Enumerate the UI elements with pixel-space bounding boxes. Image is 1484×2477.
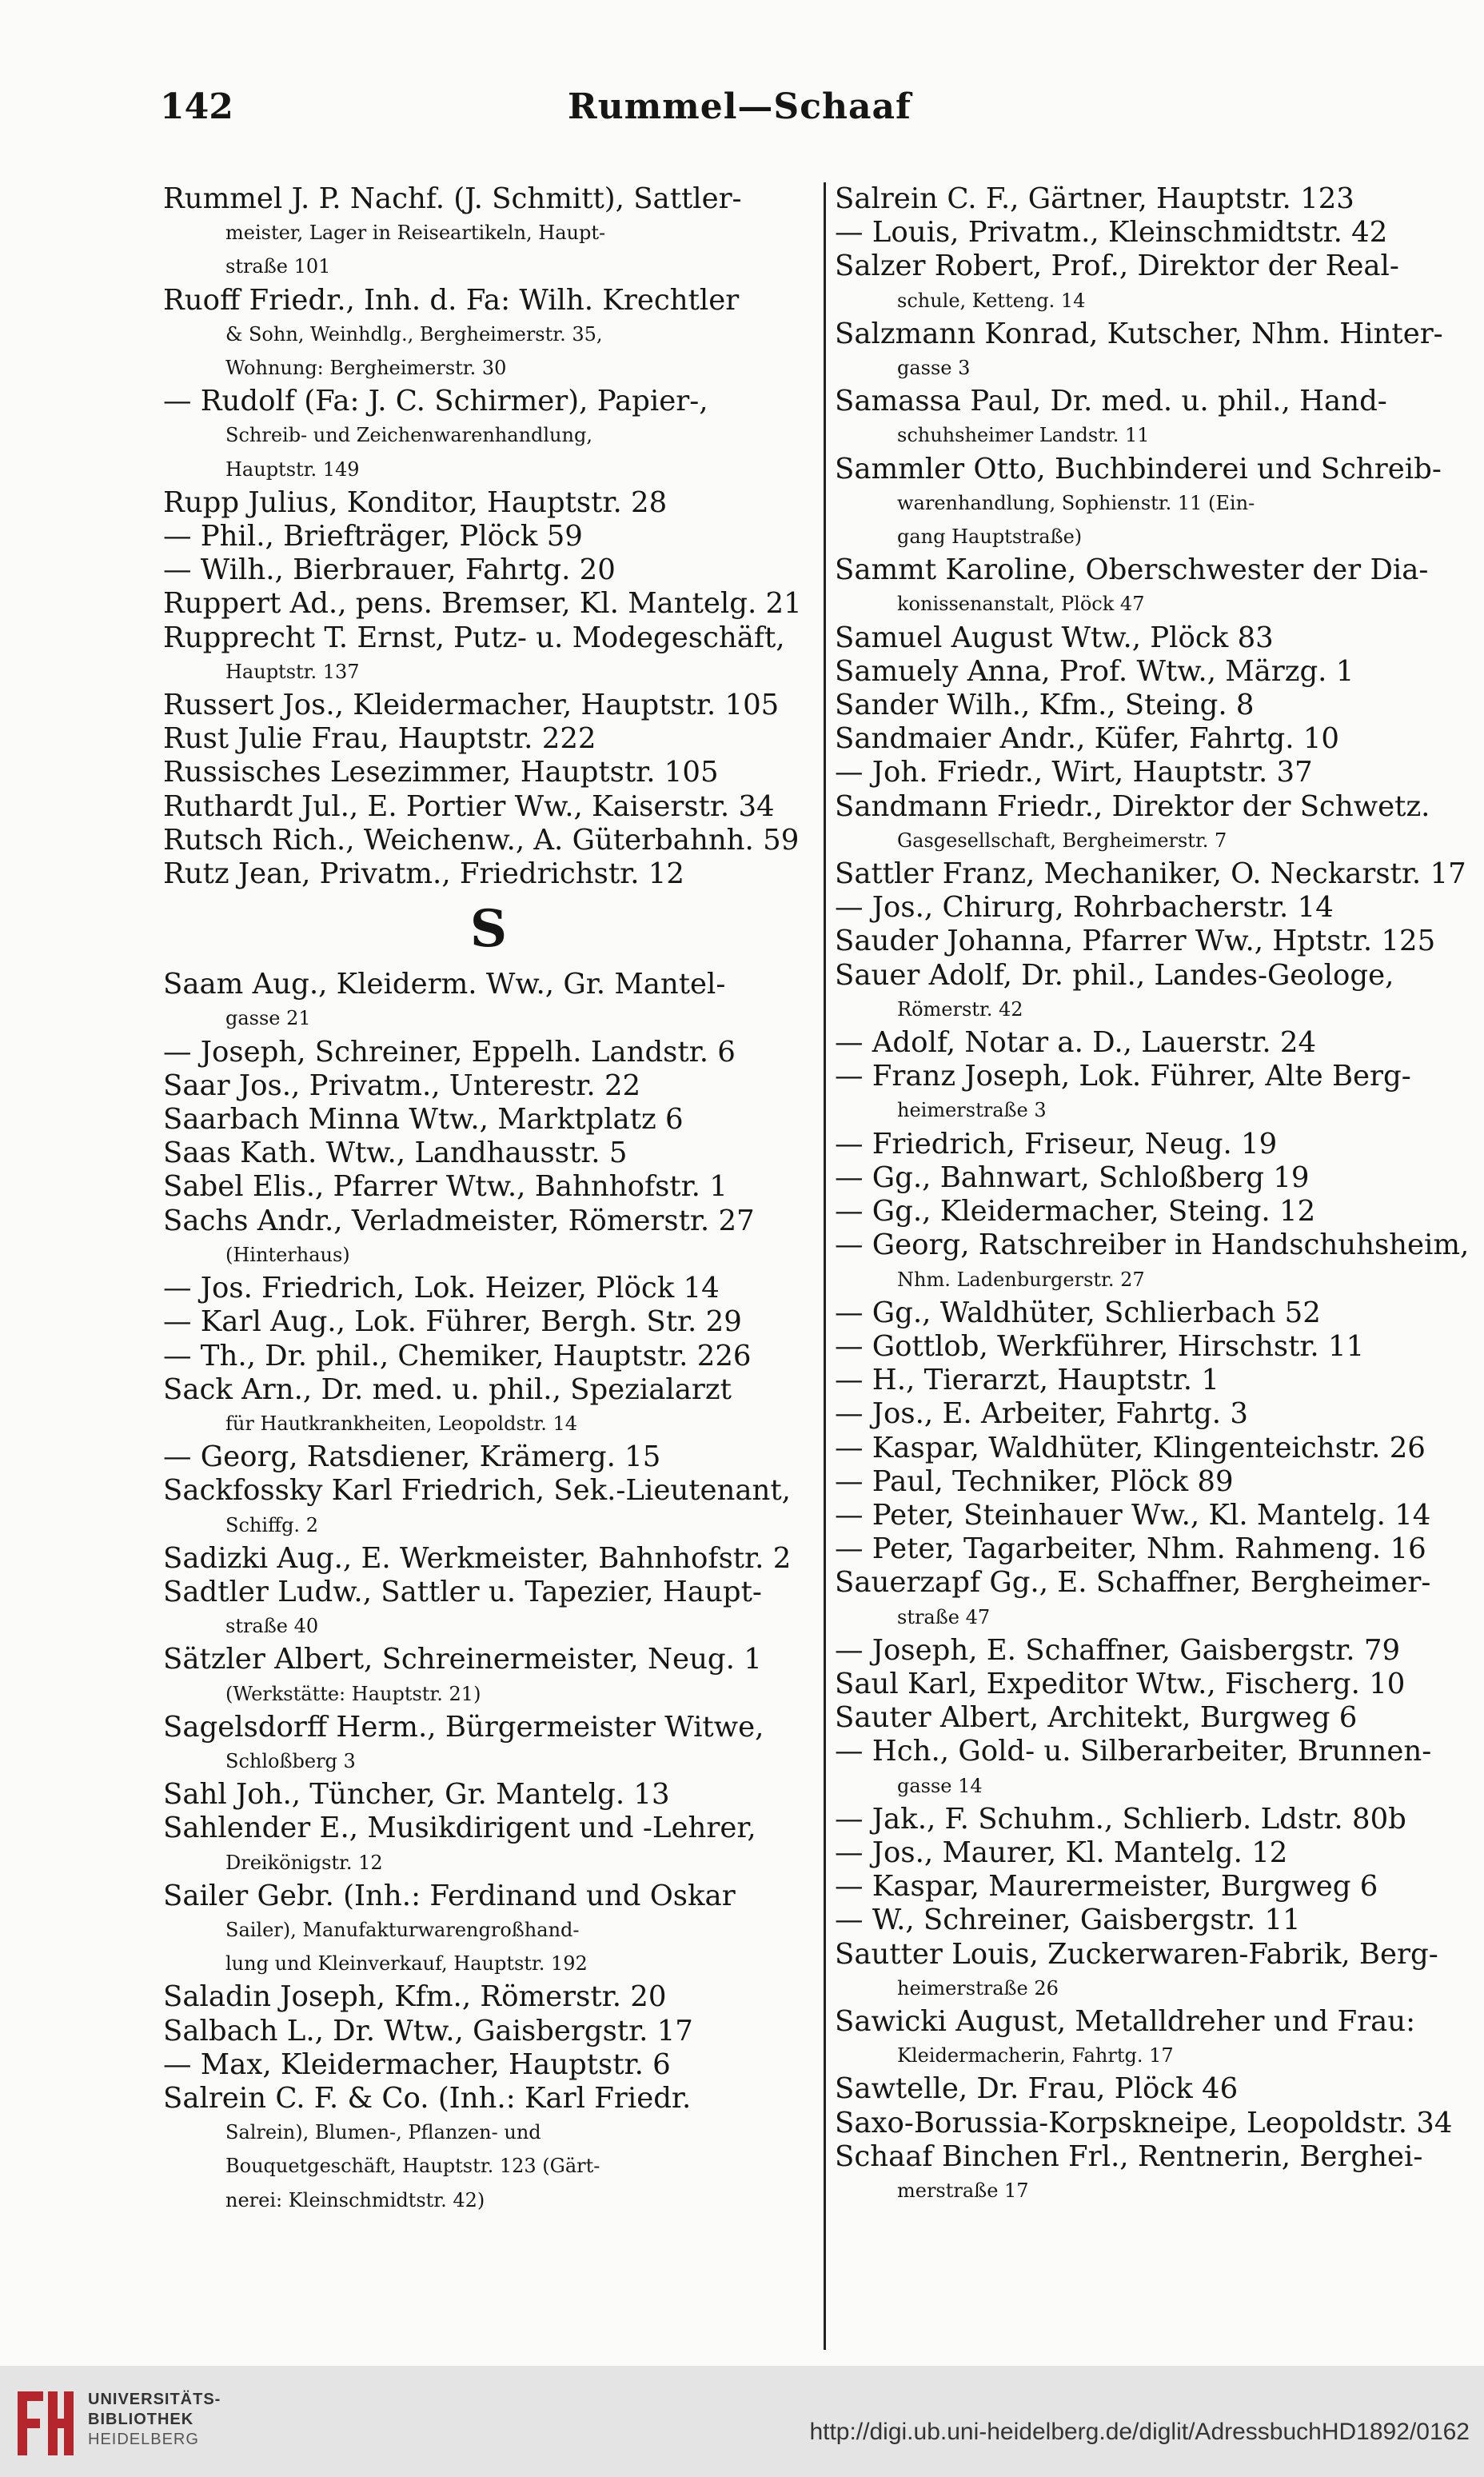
entry-continuation: gasse 21 <box>225 1007 311 1030</box>
entry-continuation: schuhsheimer Landstr. 11 <box>897 424 1150 447</box>
directory-entry: Sandmaier Andr., Küfer, Fahrtg. 10 <box>835 722 1340 756</box>
entry-continuation: meister, Lager in Reiseartikeln, Haupt- <box>225 222 606 245</box>
running-head: Rummel—Schaaf <box>568 86 912 127</box>
directory-entry: Sadizki Aug., E. Werkmeister, Bahnhofstr. 2 <box>163 1541 792 1575</box>
entry-continuation: merstraße 17 <box>897 2179 1029 2202</box>
directory-entry: — Hch., Gold- u. Silberarbeiter, Brunnen- <box>835 1735 1432 1768</box>
entry-continuation: Hauptstr. 149 <box>225 457 360 481</box>
directory-entry: Ruoff Friedr., Inh. d. Fa: Wilh. Krechtler <box>163 283 740 317</box>
directory-entry: — Phil., Briefträger, Plöck 59 <box>163 520 583 553</box>
directory-entry: Saul Karl, Expeditor Wtw., Fischerg. 10 <box>835 1667 1406 1700</box>
entry-continuation: Schreib- und Zeichenwarenhandlung, <box>225 424 592 447</box>
entry-continuation: für Hautkrankheiten, Leopoldstr. 14 <box>225 1412 578 1435</box>
entry-continuation: Nhm. Ladenburgerstr. 27 <box>897 1268 1145 1291</box>
directory-entry: Sawicki August, Metalldreher und Frau: <box>835 2004 1416 2038</box>
directory-entry: — Peter, Tagarbeiter, Nhm. Rahmeng. 16 <box>835 1532 1426 1566</box>
entry-continuation: Schiffg. 2 <box>225 1513 318 1536</box>
directory-entry: Sautter Louis, Zuckerwaren-Fabrik, Berg- <box>835 1937 1438 1971</box>
directory-entry: Sätzler Albert, Schreinermeister, Neug. 1 <box>163 1643 762 1676</box>
directory-entry: — Gg., Kleidermacher, Steing. 12 <box>835 1195 1316 1229</box>
entry-continuation: heimerstraße 3 <box>897 1099 1047 1122</box>
directory-entry: — Jos. Friedrich, Lok. Heizer, Plöck 14 <box>163 1272 720 1305</box>
entry-continuation: Wohnung: Bergheimerstr. 30 <box>225 357 507 380</box>
directory-entry: Sackfossky Karl Friedrich, Sek.-Lieutenant, <box>163 1474 791 1508</box>
entry-continuation: Kleidermacherin, Fahrtg. 17 <box>897 2044 1174 2067</box>
directory-entry: Sagelsdorff Herm., Bürgermeister Witwe, <box>163 1710 764 1744</box>
directory-entry: — Peter, Steinhauer Ww., Kl. Mantelg. 14 <box>835 1498 1431 1532</box>
entry-continuation: (Werkstätte: Hauptstr. 21) <box>225 1682 481 1705</box>
right-column <box>835 182 1474 2354</box>
directory-entry: Rust Julie Frau, Hauptstr. 222 <box>163 722 596 756</box>
directory-entry: Schaaf Binchen Frl., Rentnerin, Berghei- <box>835 2139 1423 2173</box>
left-column <box>163 182 814 2354</box>
directory-entry: Salrein C. F., Gärtner, Hauptstr. 123 <box>835 182 1354 215</box>
directory-entry: Sadtler Ludw., Sattler u. Tapezier, Haupt- <box>163 1575 762 1608</box>
directory-entry: — Jos., Maurer, Kl. Mantelg. 12 <box>835 1836 1288 1869</box>
entry-continuation: Römerstr. 42 <box>897 997 1023 1021</box>
directory-entry: — Joh. Friedr., Wirt, Hauptstr. 37 <box>835 756 1313 789</box>
directory-entry: Saam Aug., Kleiderm. Ww., Gr. Mantel- <box>163 968 726 1001</box>
directory-entry: Sailer Gebr. (Inh.: Ferdinand und Oskar <box>163 1879 736 1912</box>
library-logo-text <box>88 2390 221 2450</box>
directory-entry: — Rudolf (Fa: J. C. Schirmer), Papier-, <box>163 385 708 418</box>
logo-line: UNIVERSITÄTS- <box>88 2391 221 2408</box>
footer-bar <box>0 2366 1484 2477</box>
directory-entry: Ruppert Ad., pens. Bremser, Kl. Mantelg. 21 <box>163 587 802 621</box>
directory-entry: Rutsch Rich., Weichenw., A. Güterbahnh. 59 <box>163 823 800 857</box>
directory-entry: Saarbach Minna Wtw., Marktplatz 6 <box>163 1103 684 1137</box>
directory-entry: Sawtelle, Dr. Frau, Plöck 46 <box>835 2072 1239 2106</box>
entry-continuation: gasse 14 <box>897 1774 983 1797</box>
directory-entry: — Louis, Privatm., Kleinschmidtstr. 42 <box>835 216 1388 250</box>
entry-continuation: lung und Kleinverkauf, Hauptstr. 192 <box>225 1952 588 1976</box>
logo-line: BIBLIOTHEK <box>88 2411 194 2428</box>
entry-continuation: Bouquetgeschäft, Hauptstr. 123 (Gärt- <box>225 2155 600 2178</box>
directory-entry: — Georg, Ratsdiener, Krämerg. 15 <box>163 1440 661 1474</box>
library-logo-icon <box>11 2383 75 2460</box>
directory-entry: — Joseph, Schreiner, Eppelh. Landstr. 6 <box>163 1035 736 1069</box>
directory-entry: — Th., Dr. phil., Chemiker, Hauptstr. 226 <box>163 1339 752 1372</box>
entry-continuation: straße 47 <box>897 1605 991 1628</box>
directory-entry: Salzer Robert, Prof., Direktor der Real- <box>835 250 1399 283</box>
library-logo[interactable] <box>11 2382 283 2462</box>
logo-line: HEIDELBERG <box>88 2431 199 2448</box>
page-number: 142 <box>160 86 233 127</box>
directory-entry: Sahlender E., Musikdirigent und -Lehrer, <box>163 1812 756 1845</box>
entry-continuation: straße 40 <box>225 1615 319 1638</box>
directory-entry: Sauer Adolf, Dr. phil., Landes-Geologe, <box>835 958 1394 992</box>
directory-entry: — Gg., Waldhüter, Schlierbach 52 <box>835 1296 1321 1329</box>
section-letter: S <box>469 899 508 960</box>
entry-continuation: straße 101 <box>225 255 331 278</box>
directory-entry: — Wilh., Bierbrauer, Fahrtg. 20 <box>163 553 616 587</box>
directory-entry: Sammt Karoline, Oberschwester der Dia- <box>835 553 1429 587</box>
directory-entry: Sammler Otto, Buchbinderei und Schreib- <box>835 452 1442 485</box>
directory-entry: Sander Wilh., Kfm., Steing. 8 <box>835 689 1255 722</box>
directory-entry: Rutz Jean, Privatm., Friedrichstr. 12 <box>163 857 684 891</box>
directory-entry: Saas Kath. Wtw., Landhausstr. 5 <box>163 1137 628 1170</box>
directory-entry: — Jos., Chirurg, Rohrbacherstr. 14 <box>835 891 1334 925</box>
column-divider <box>824 182 826 2350</box>
directory-entry: Samassa Paul, Dr. med. u. phil., Hand- <box>835 385 1387 418</box>
entry-continuation: gasse 3 <box>897 357 971 380</box>
directory-entry: Saar Jos., Privatm., Unterestr. 22 <box>163 1069 641 1102</box>
directory-entry: Sahl Joh., Tüncher, Gr. Mantelg. 13 <box>163 1778 670 1812</box>
directory-entry: — Adolf, Notar a. D., Lauerstr. 24 <box>835 1026 1317 1060</box>
entry-continuation: Gasgesellschaft, Bergheimerstr. 7 <box>897 829 1227 852</box>
entry-continuation: (Hinterhaus) <box>225 1243 350 1266</box>
directory-entry: Salzmann Konrad, Kutscher, Nhm. Hinter- <box>835 317 1443 350</box>
directory-entry: Samuely Anna, Prof. Wtw., Märzg. 1 <box>835 654 1354 688</box>
directory-entry: Sabel Elis., Pfarrer Wtw., Bahnhofstr. 1 <box>163 1170 728 1204</box>
directory-entry: — Georg, Ratschreiber in Handschuhsheim, <box>835 1229 1470 1262</box>
entry-continuation: Sailer), Manufakturwarengroßhand- <box>225 1918 580 1941</box>
directory-entry: Rummel J. P. Nachf. (J. Schmitt), Sattler- <box>163 182 742 215</box>
directory-entry: — Kaspar, Maurermeister, Burgweg 6 <box>835 1870 1378 1904</box>
directory-entry: — Kaspar, Waldhüter, Klingenteichstr. 26 <box>835 1431 1426 1464</box>
entry-continuation: Salrein), Blumen-, Pflanzen- und <box>225 2121 541 2144</box>
directory-entry: Sauter Albert, Architekt, Burgweg 6 <box>835 1701 1358 1735</box>
directory-entry: — Joseph, E. Schaffner, Gaisbergstr. 79 <box>835 1633 1401 1667</box>
source-url-link[interactable]: http://digi.ub.uni-heidelberg.de/diglit/AdressbuchHD1892/0162 <box>809 2419 1470 2445</box>
directory-entry: Saladin Joseph, Kfm., Römerstr. 20 <box>163 1980 667 2014</box>
directory-entry: — Jak., F. Schuhm., Schlierb. Ldstr. 80b <box>835 1802 1406 1836</box>
directory-entry: Russisches Lesezimmer, Hauptstr. 105 <box>163 756 719 789</box>
directory-entry: — Gg., Bahnwart, Schloßberg 19 <box>835 1161 1310 1194</box>
directory-entry: — Paul, Techniker, Plöck 89 <box>835 1464 1234 1498</box>
entry-continuation: schule, Ketteng. 14 <box>897 289 1086 312</box>
entry-continuation: & Sohn, Weinhdlg., Bergheimerstr. 35, <box>225 322 603 346</box>
directory-entry: — Karl Aug., Lok. Führer, Bergh. Str. 29 <box>163 1305 742 1339</box>
directory-entry: — Franz Joseph, Lok. Führer, Alte Berg- <box>835 1060 1411 1093</box>
directory-entry: Sachs Andr., Verladmeister, Römerstr. 27 <box>163 1204 755 1237</box>
directory-entry: Rupp Julius, Konditor, Hauptstr. 28 <box>163 485 668 519</box>
entry-continuation: heimerstraße 26 <box>897 1976 1059 2000</box>
directory-entry: — W., Schreiner, Gaisbergstr. 11 <box>835 1904 1301 1937</box>
directory-entry: Sauder Johanna, Pfarrer Ww., Hptstr. 125 <box>835 925 1436 958</box>
directory-entry: Saxo-Borussia-Korpskneipe, Leopoldstr. 34 <box>835 2106 1453 2139</box>
entry-continuation: warenhandlung, Sophienstr. 11 (Ein- <box>897 491 1255 514</box>
directory-entry: — Friedrich, Friseur, Neug. 19 <box>835 1127 1278 1161</box>
directory-entry: Russert Jos., Kleidermacher, Hauptstr. 105 <box>163 689 780 722</box>
directory-entry: Sattler Franz, Mechaniker, O. Neckarstr. 17 <box>835 857 1466 891</box>
directory-entry: Sandmann Friedr., Direktor der Schwetz. <box>835 789 1430 823</box>
page-header <box>160 86 1319 134</box>
entry-continuation: Schloßberg 3 <box>225 1749 356 1772</box>
entry-continuation: Dreikönigstr. 12 <box>225 1851 383 1874</box>
directory-entry: Rupprecht T. Ernst, Putz- u. Modegeschäft, <box>163 621 785 654</box>
directory-entry: — Jos., E. Arbeiter, Fahrtg. 3 <box>835 1397 1248 1431</box>
directory-entry: — Max, Kleidermacher, Hauptstr. 6 <box>163 2048 671 2081</box>
entry-continuation: nerei: Kleinschmidtstr. 42) <box>225 2188 485 2211</box>
directory-entry: Sauerzapf Gg., E. Schaffner, Bergheimer- <box>835 1566 1431 1600</box>
entry-continuation: gang Hauptstraße) <box>897 525 1083 549</box>
directory-entry: Salrein C. F. & Co. (Inh.: Karl Friedr. <box>163 2081 692 2115</box>
directory-entry: Sack Arn., Dr. med. u. phil., Spezialarzt <box>163 1372 732 1406</box>
directory-entry: — Gottlob, Werkführer, Hirschstr. 11 <box>835 1329 1365 1363</box>
entry-continuation: Hauptstr. 137 <box>225 660 360 683</box>
directory-entry: Salbach L., Dr. Wtw., Gaisbergstr. 17 <box>163 2014 693 2048</box>
directory-entry: — H., Tierarzt, Hauptstr. 1 <box>835 1364 1219 1397</box>
entry-continuation: konissenanstalt, Plöck 47 <box>897 593 1145 616</box>
directory-entry: Ruthardt Jul., E. Portier Ww., Kaiserstr. 34 <box>163 789 775 823</box>
directory-entry: Samuel August Wtw., Plöck 83 <box>835 621 1274 654</box>
